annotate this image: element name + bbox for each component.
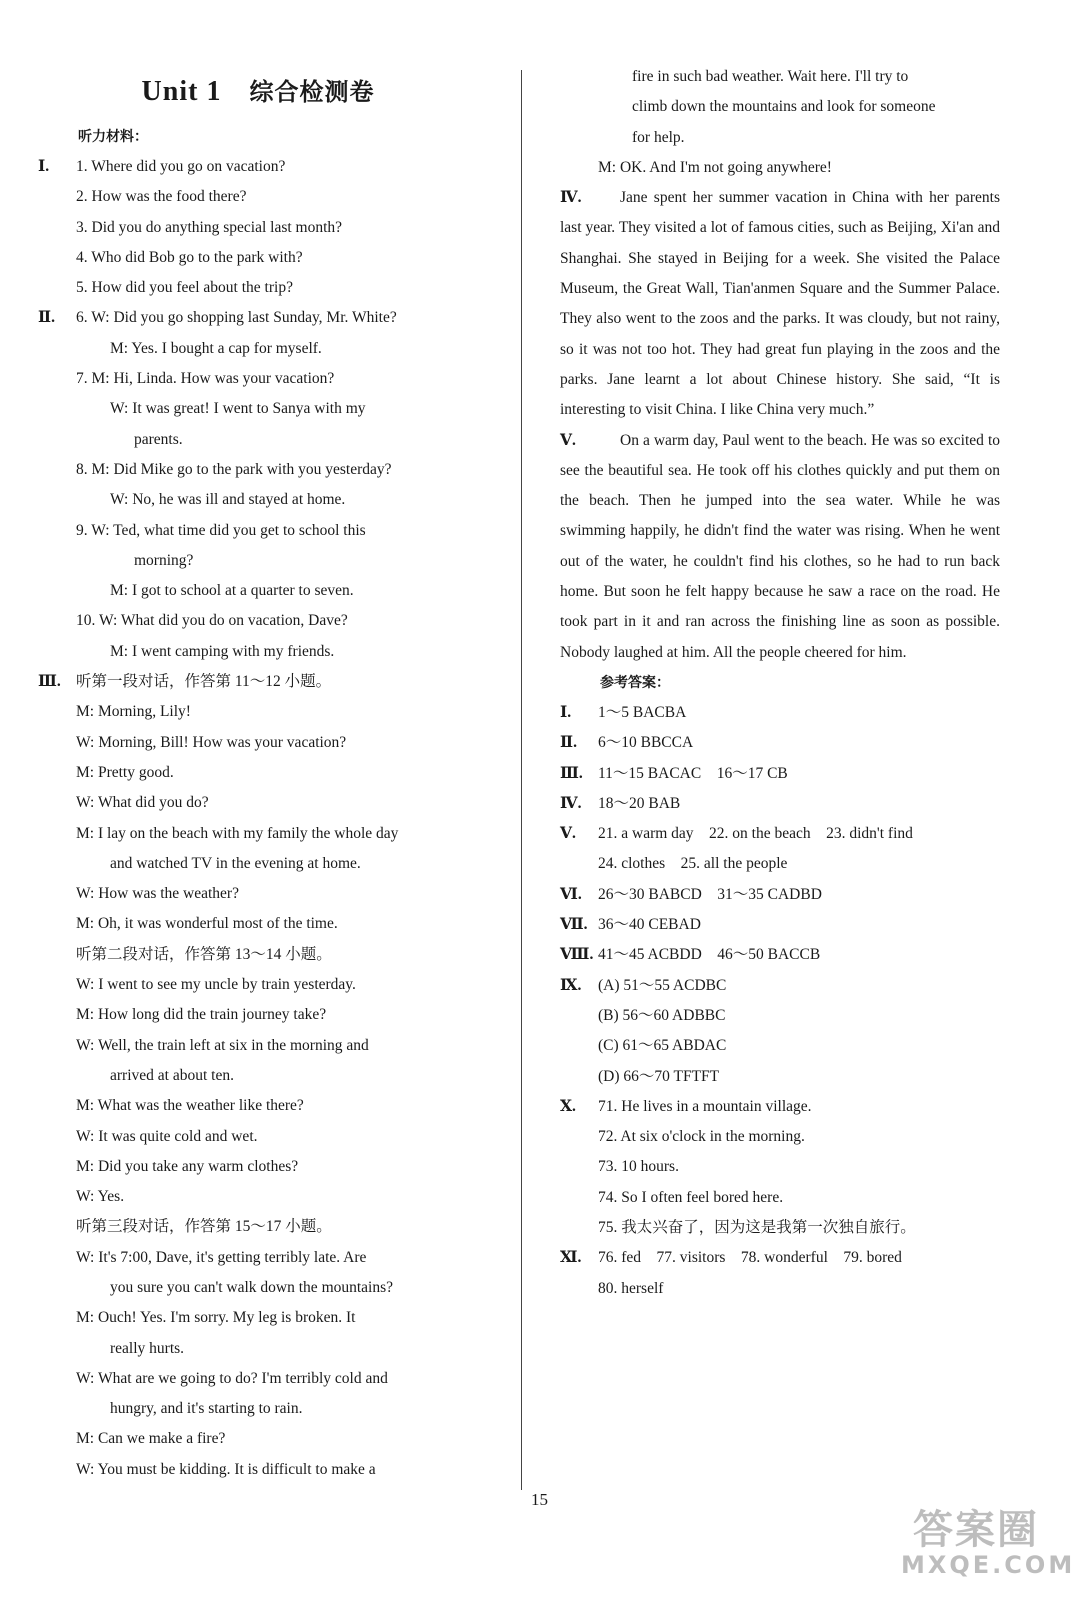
line-text: W: It's 7:00, Dave, it's getting terribly late. Are — [76, 1248, 367, 1266]
watermark-bottom: MXQE.COM — [901, 1551, 1076, 1579]
passage — [560, 183, 1000, 425]
text-line — [560, 759, 1000, 789]
text-line — [38, 637, 478, 667]
line-text: M: Can we make a fire? — [76, 1430, 226, 1448]
text-line — [560, 698, 1000, 728]
section-numeral: Ⅱ. — [38, 309, 55, 327]
line-text: M: I went camping with my friends. — [110, 642, 335, 660]
text-line — [38, 1061, 478, 1091]
text-line — [38, 1334, 478, 1364]
text-line — [560, 1092, 1000, 1122]
section-numeral: Ⅰ. — [560, 703, 572, 721]
text-line — [560, 153, 1000, 183]
text-line — [560, 971, 1000, 1001]
line-text: 1～5 BACBA — [598, 703, 687, 721]
section-numeral: Ⅴ. — [560, 825, 576, 843]
text-line — [38, 1273, 478, 1303]
line-text: really hurts. — [110, 1339, 185, 1357]
section-numeral: Ⅱ. — [560, 734, 577, 752]
section-numeral: Ⅶ. — [560, 916, 588, 934]
text-line — [560, 849, 1000, 879]
line-text: 6. W: Did you go shopping last Sunday, Mr. White? — [76, 309, 397, 327]
answer-key — [560, 698, 1000, 1304]
left-column — [38, 62, 478, 1485]
passage-text: Jane spent her summer vacation in China with her parents last year. They visited a lot of famous cities, such as Beijing, Xi'an and Shanghai. She stayed in Beijing for a week. She visited the Palace Museum, the Great Wall, Tian'anmen Square and the Summer Palace. They also went to the zoos and the parks. It was cloudy, but not rainy, so it was not too hot. They had great fun playing in the zoos and the parks. Jane learnt a lot about Chinese history. She said, “It is interesting to visit China. I like China very much.” — [560, 189, 1000, 419]
line-text: fire in such bad weather. Wait here. I'll try to — [632, 68, 909, 85]
text-line — [38, 303, 478, 333]
text-line — [560, 1152, 1000, 1182]
line-text: (B) 56～60 ADBBC — [598, 1006, 726, 1024]
line-text: W: What did you do? — [76, 794, 209, 812]
text-line — [560, 789, 1000, 819]
passages — [560, 183, 1000, 668]
section-numeral: Ⅴ. — [560, 431, 576, 449]
listening-transcript — [38, 152, 478, 1485]
line-text: 36～40 CEBAD — [598, 916, 701, 934]
line-text: and watched TV in the evening at home. — [110, 854, 361, 872]
text-line — [38, 819, 478, 849]
line-text: W: What are we going to do? I'm terribly cold and — [76, 1369, 388, 1387]
text-line — [560, 1031, 1000, 1061]
passage-text: On a warm day, Paul went to the beach. He was so excited to see the beautiful sea. He took off his clothes quickly and put them on the beach. Then he jumped into the sea water. While he was swimming happily, he didn't find the water was rising. When he went out of the water, he couldn't find his clothes, so he had to run back home. But soon he felt happy because he saw a race on the road. He took part in it and ran across the finishing line as soon as possible. Nobody laughed at him. All the people cheered for him. — [560, 431, 1000, 661]
line-text: 18～20 BAB — [598, 794, 681, 812]
line-text: M: I got to school at a quarter to seven. — [110, 582, 354, 600]
watermark-top: 答案圈 — [913, 1507, 1039, 1553]
text-line — [38, 1091, 478, 1121]
text-line — [560, 819, 1000, 849]
line-text: 41～45 ACBDD 46～50 BACCB — [598, 946, 821, 964]
text-line — [38, 394, 478, 424]
line-text: 听第二段对话，作答第 13～14 小题。 — [76, 945, 332, 963]
line-text: 1. Where did you go on vacation? — [76, 158, 286, 175]
text-line — [38, 1303, 478, 1333]
line-text: 2. How was the food there? — [76, 188, 247, 206]
line-text: M: Oh, it was wonderful most of the time. — [76, 915, 338, 933]
text-line — [560, 1001, 1000, 1031]
text-line — [560, 1243, 1000, 1273]
text-line — [38, 1122, 478, 1152]
text-line — [560, 910, 1000, 940]
line-text: M: How long did the train journey take? — [76, 1006, 327, 1024]
text-line — [560, 1213, 1000, 1243]
text-line — [38, 1000, 478, 1030]
line-text: 73. 10 hours. — [598, 1158, 679, 1176]
line-text: (D) 66～70 TFTFT — [598, 1067, 720, 1085]
line-text: W: You must be kidding. It is difficult to make a — [76, 1460, 376, 1478]
section-numeral: Ⅷ. — [560, 946, 594, 964]
text-line — [560, 92, 1000, 122]
line-text: arrived at about ten. — [110, 1066, 234, 1084]
text-line — [38, 606, 478, 636]
text-line — [38, 455, 478, 485]
text-line — [38, 546, 478, 576]
text-line — [38, 970, 478, 1000]
line-text: M: I lay on the beach with my family the whole day — [76, 824, 399, 842]
title-cn: 综合检测卷 — [249, 78, 375, 106]
text-line — [38, 667, 478, 697]
text-line — [38, 849, 478, 879]
line-text: for help. — [632, 128, 685, 146]
page-number: 15 — [531, 1490, 548, 1509]
page-title — [38, 72, 478, 108]
line-text: parents. — [134, 430, 183, 448]
text-line — [38, 152, 478, 182]
line-text: M: OK. And I'm not going anywhere! — [598, 158, 832, 176]
watermark-logo — [901, 1507, 1076, 1582]
text-line — [38, 516, 478, 546]
text-line — [38, 1152, 478, 1182]
section-numeral: Ⅳ. — [560, 794, 582, 812]
text-line — [38, 728, 478, 758]
text-line — [38, 788, 478, 818]
text-line — [38, 576, 478, 606]
line-text: (C) 61～65 ABDAC — [598, 1037, 727, 1055]
section-numeral: Ⅺ. — [560, 1249, 582, 1267]
column-divider — [521, 70, 522, 1490]
line-text: W: Yes. — [76, 1188, 125, 1206]
line-text: W: How was the weather? — [76, 885, 239, 903]
line-text: M: Did you take any warm clothes? — [76, 1157, 299, 1175]
text-line — [560, 1062, 1000, 1092]
line-text: 74. So I often feel bored here. — [598, 1188, 784, 1206]
line-text: hungry, and it's starting to rain. — [110, 1400, 303, 1418]
line-text: 24. clothes 25. all the people — [598, 855, 788, 873]
line-text: W: Well, the train left at six in the morning and — [76, 1036, 369, 1054]
line-text: 5. How did you feel about the trip? — [76, 279, 293, 297]
line-text: morning? — [134, 551, 194, 569]
text-line — [38, 334, 478, 364]
text-line — [38, 909, 478, 939]
line-text: W: It was great! I went to Sanya with my — [110, 400, 366, 418]
text-line — [38, 213, 478, 243]
line-text: M: Morning, Lily! — [76, 703, 191, 721]
text-line — [38, 182, 478, 212]
text-line — [38, 1182, 478, 1212]
line-text: 72. At six o'clock in the morning. — [598, 1128, 805, 1146]
section-numeral: Ⅹ. — [560, 1097, 576, 1115]
text-line — [38, 1455, 478, 1485]
section-numeral: Ⅰ. — [38, 158, 50, 175]
text-line — [560, 940, 1000, 970]
section-numeral: Ⅵ. — [560, 885, 582, 903]
text-line — [38, 273, 478, 303]
text-line — [560, 1183, 1000, 1213]
text-line — [38, 1424, 478, 1454]
line-text: W: I went to see my uncle by train yesterday. — [76, 976, 356, 994]
line-text: 11～15 BACAC 16～17 CB — [598, 764, 788, 782]
text-line — [560, 1274, 1000, 1304]
line-text: M: Pretty good. — [76, 763, 174, 781]
line-text: 80. herself — [598, 1279, 664, 1297]
line-text: W: Morning, Bill! How was your vacation? — [76, 733, 347, 751]
line-text: 9. W: Ted, what time did you get to school this — [76, 521, 366, 539]
line-text: 6～10 BBCCA — [598, 734, 694, 752]
section-numeral: Ⅲ. — [38, 673, 61, 691]
listening-heading: 听力材料： — [78, 129, 148, 145]
line-text: 听第三段对话，作答第 15～17 小题。 — [76, 1218, 332, 1236]
line-text: 21. a warm day 22. on the beach 23. didn't find — [598, 825, 913, 843]
text-line — [38, 697, 478, 727]
section-numeral: Ⅲ. — [560, 764, 583, 782]
answers-heading: 参考答案： — [600, 674, 670, 691]
text-line — [38, 425, 478, 455]
line-text: 4. Who did Bob go to the park with? — [76, 248, 303, 266]
line-text: you sure you can't walk down the mountains? — [110, 1278, 394, 1296]
line-text: (A) 51～55 ACDBC — [598, 976, 727, 994]
line-text: W: It was quite cold and wet. — [76, 1127, 258, 1145]
text-line — [560, 880, 1000, 910]
line-text: 3. Did you do anything special last month? — [76, 218, 343, 236]
line-text: 76. fed 77. visitors 78. wonderful 79. bored — [598, 1249, 902, 1267]
section-numeral: Ⅳ. — [560, 189, 582, 207]
line-text: 7. M: Hi, Linda. How was your vacation? — [76, 370, 335, 388]
line-text: climb down the mountains and look for someone — [632, 98, 936, 116]
transcript-continued — [560, 62, 1000, 183]
text-line — [38, 1212, 478, 1242]
title-unit: Unit 1 — [141, 76, 222, 107]
line-text: 71. He lives in a mountain village. — [598, 1097, 812, 1115]
text-line — [38, 1031, 478, 1061]
line-text: M: Ouch! Yes. I'm sorry. My leg is broken. It — [76, 1309, 356, 1327]
line-text: 75. 我太兴奋了，因为这是我第一次独自旅行。 — [598, 1218, 916, 1236]
text-line — [38, 758, 478, 788]
line-text: W: No, he was ill and stayed at home. — [110, 491, 346, 509]
text-line — [38, 879, 478, 909]
text-line — [38, 1243, 478, 1273]
section-numeral: Ⅸ. — [560, 976, 582, 994]
passage — [560, 426, 1000, 668]
text-line — [560, 62, 1000, 92]
text-line — [560, 728, 1000, 758]
text-line — [38, 364, 478, 394]
line-text: 10. W: What did you do on vacation, Dave? — [76, 612, 348, 630]
text-line — [38, 1364, 478, 1394]
line-text: M: Yes. I bought a cap for myself. — [110, 339, 322, 357]
line-text: 26～30 BABCD 31～35 CADBD — [598, 885, 822, 903]
text-line — [38, 940, 478, 970]
text-line — [560, 1122, 1000, 1152]
text-line — [38, 485, 478, 515]
text-line — [38, 1394, 478, 1424]
line-text: 听第一段对话，作答第 11～12 小题。 — [76, 673, 332, 691]
right-column — [560, 62, 1000, 1304]
line-text: 8. M: Did Mike go to the park with you yesterday? — [76, 460, 392, 478]
text-line — [38, 243, 478, 273]
line-text: M: What was the weather like there? — [76, 1097, 304, 1115]
text-line — [560, 123, 1000, 153]
